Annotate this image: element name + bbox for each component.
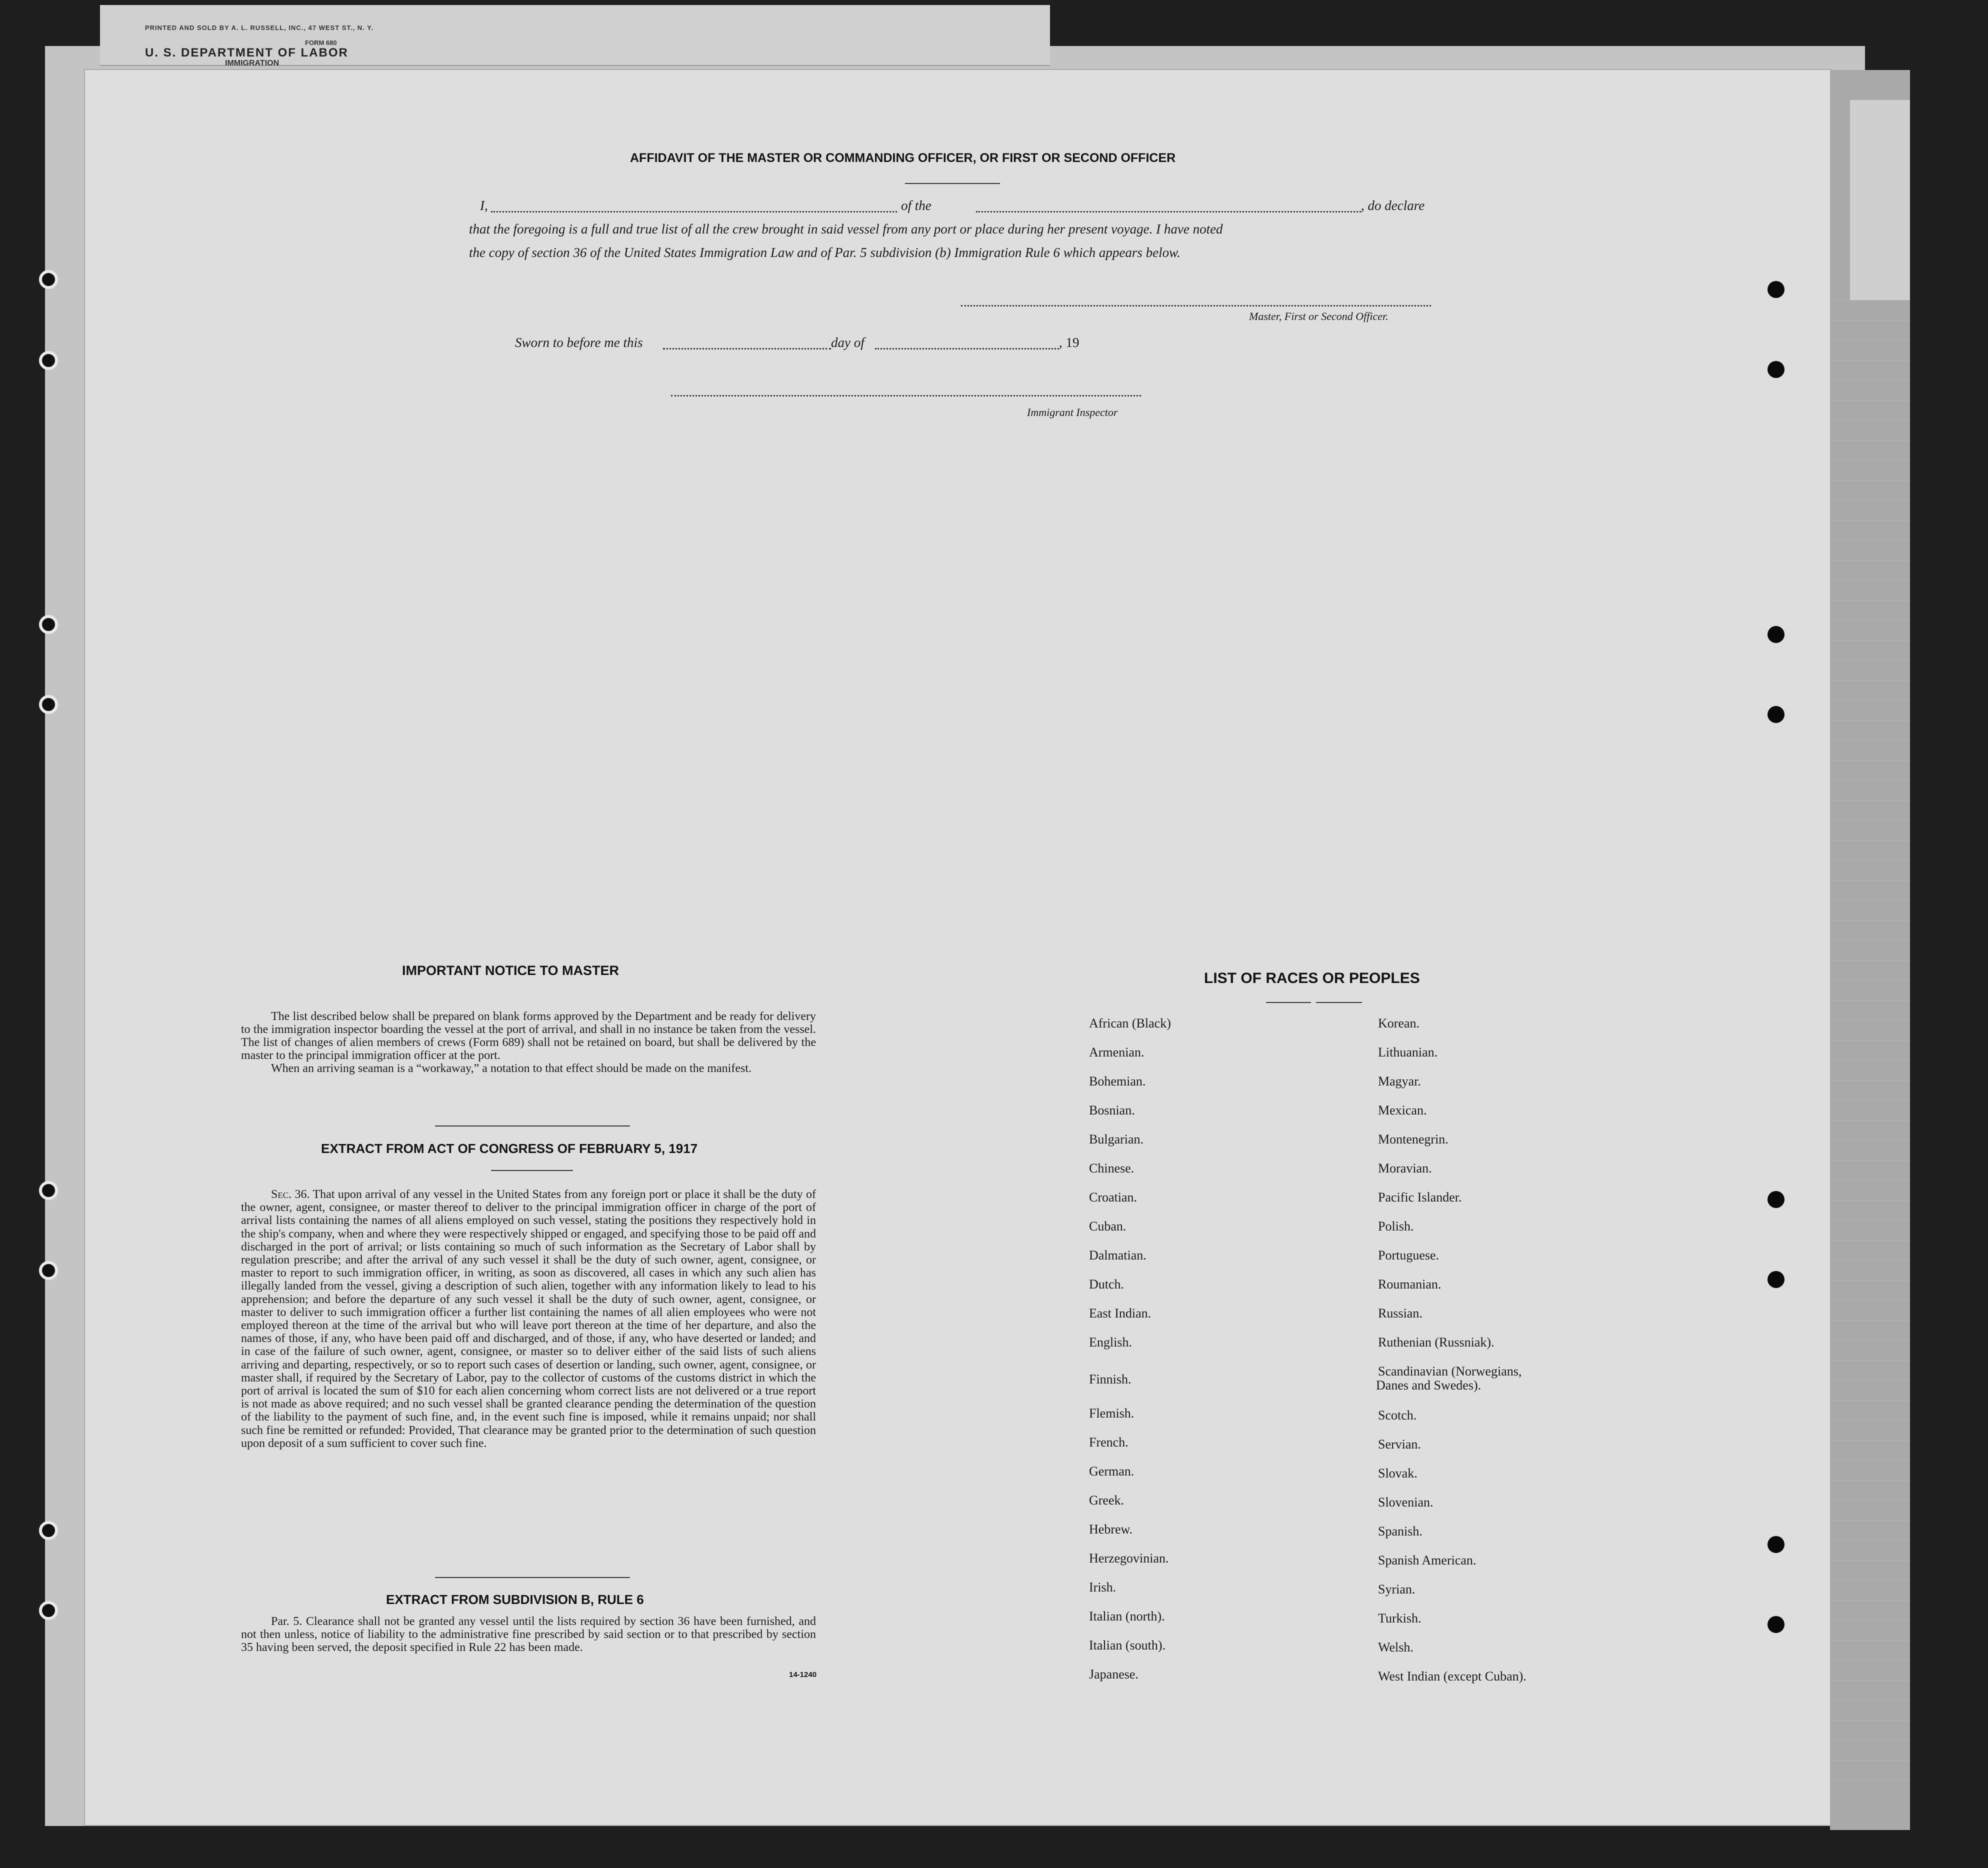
department-name: U. S. DEPARTMENT OF LABOR bbox=[145, 46, 348, 60]
race-item: German. bbox=[1089, 1464, 1134, 1478]
race-item: Pacific Islander. bbox=[1378, 1190, 1462, 1204]
sworn-day-blank bbox=[663, 341, 831, 350]
race-item: Russian. bbox=[1378, 1306, 1422, 1320]
race-item: Scandinavian (Norwegians, bbox=[1378, 1364, 1522, 1378]
race-item: Montenegrin. bbox=[1378, 1132, 1448, 1146]
binder-rivet bbox=[1768, 626, 1784, 643]
punch-hole bbox=[39, 1521, 58, 1540]
race-item: West Indian (except Cuban). bbox=[1378, 1669, 1526, 1684]
name-blank bbox=[491, 203, 897, 212]
extract-rule-text: Par. 5. Clearance shall not be granted any vessel until the lists required by section 36 have been furnished, and not then unless, notice of liability to the administrative fine prescribed by said section or to that prescribed by section 35 having been served, the deposit specified in Rule 22 has been made. bbox=[241, 1615, 816, 1654]
race-item: Dutch. bbox=[1089, 1277, 1124, 1292]
master-signature-line bbox=[961, 300, 1431, 306]
punch-hole bbox=[39, 270, 58, 289]
extract-rule-title: EXTRACT FROM SUBDIVISION B, RULE 6 bbox=[386, 1592, 644, 1607]
race-item: Portuguese. bbox=[1378, 1248, 1440, 1262]
ledger-lines bbox=[1820, 300, 1910, 1800]
year-label: , 19 bbox=[1059, 335, 1080, 350]
race-item: Slovenian. bbox=[1378, 1495, 1434, 1510]
race-item: Chinese. bbox=[1089, 1161, 1134, 1176]
binder-rivet bbox=[1768, 1271, 1784, 1288]
race-item: Syrian. bbox=[1378, 1582, 1416, 1596]
race-item: Scotch. bbox=[1378, 1408, 1417, 1422]
race-item: Dalmatian. bbox=[1089, 1248, 1146, 1262]
notice-title: IMPORTANT NOTICE TO MASTER bbox=[402, 963, 619, 978]
race-item: Slovak. bbox=[1378, 1466, 1418, 1480]
race-item: English. bbox=[1089, 1335, 1132, 1350]
race-item: Korean. bbox=[1378, 1016, 1420, 1030]
race-item: Polish. bbox=[1378, 1219, 1414, 1234]
affidavit-of-the-label: of the bbox=[901, 198, 932, 213]
binder-rivet bbox=[1768, 1616, 1784, 1633]
race-item: Finnish. bbox=[1089, 1372, 1132, 1386]
races-title: LIST OF RACES OR PEOPLES bbox=[1204, 970, 1420, 986]
punch-hole bbox=[39, 695, 58, 714]
race-item: Magyar. bbox=[1378, 1074, 1421, 1088]
race-item: Italian (south). bbox=[1089, 1638, 1166, 1652]
section-label: Sec. 36. bbox=[271, 1188, 310, 1201]
race-item: Italian (north). bbox=[1089, 1609, 1165, 1624]
punch-hole bbox=[39, 351, 58, 370]
sworn-label: Sworn to before me this bbox=[515, 335, 643, 350]
race-item: Spanish. bbox=[1378, 1524, 1422, 1538]
service-name: IMMIGRATION bbox=[225, 59, 280, 68]
race-item: African (Black) bbox=[1089, 1016, 1171, 1030]
master-signature-label: Master, First or Second Officer. bbox=[1249, 310, 1388, 322]
affidavit-i-label: I, bbox=[480, 198, 488, 213]
form-header-slip bbox=[100, 5, 1050, 66]
race-item: Spanish American. bbox=[1378, 1553, 1476, 1568]
race-item: Herzegovinian. bbox=[1089, 1551, 1169, 1566]
race-item: Moravian. bbox=[1378, 1161, 1432, 1176]
title-rule bbox=[905, 183, 1000, 184]
day-of-label: day of bbox=[831, 335, 864, 350]
notice-paragraph-1: The list described below shall be prepared on blank forms approved by the Department and be ready for delivery to the immigration inspector boarding the vessel at the port of arrival, and shall in no instance be taken from the vessel. The list of changes of alien members of crews (Form 689) shall not be retained on board, but shall be delivered by the master to the principal immigration officer at the port. bbox=[241, 1010, 816, 1062]
section-36-text: That upon arrival of any vessel in the United States from any foreign port or place it shall be the duty of the owner, agent, consignee, or master thereof to deliver to the principal immigration officer in charge of the port of arrival lists containing the names of all aliens employed on such vessel, stating the positions they respectively hold in the ship's company, when and where they were respectively shipped or engaged, and specifying those to be paid off and discharged in the port of arrival; or lists containing so much of such information as the Secretary of Labor shall by regulation prescribe; and after the arrival of any such vessel it shall be the duty of such owner, agent, consignee, or master to report to such immigration officer, in writing, as soon as discovered, all cases in which any such alien has illegally landed from the vessel, giving a description of such alien, together with any information likely to lead to his apprehension; and before the departure of any such vessel it shall be the duty of such owner, agent, consignee, or master to deliver to such immigration officer a further list containing the names of all alien employees who were not employed thereon at the time of the arrival but who will leave port thereon at the time of her departure, and also the names of those, if any, who have been paid off and discharged, and of those, if any, who have deserted or landed; and in case of the failure of such owner, agent, consignee, or master so to deliver either of the said lists of such aliens arriving and departing, respectively, or so to report such cases of desertion or landing, such owner, agent, consignee, or master shall, if required by the Secretary of Labor, pay to the collector of customs of the customs district in which the port of arrival is located the sum of $10 for each alien concerning whom correct lists are not delivered or a true report is not made as above required; and no such vessel shall be granted clearance pending the determination of the question of the liability to the payment of such fine, and, in the event such fine is imposed, while it remains unpaid; nor shall such fine be remitted or refunded: Provided, That clearance may be granted prior to the determination of such question upon deposit of a sum sufficient to cover such fine. bbox=[241, 1188, 816, 1450]
extract-act-text bbox=[241, 1188, 816, 1450]
binder-rivet bbox=[1768, 281, 1784, 298]
race-item: Welsh. bbox=[1378, 1640, 1414, 1654]
back-sheet-tab bbox=[1850, 100, 1910, 300]
race-item: Roumanian. bbox=[1378, 1277, 1442, 1292]
affidavit-declare-label: , do declare bbox=[1361, 198, 1425, 213]
race-item: Greek. bbox=[1089, 1493, 1124, 1508]
race-item: Croatian. bbox=[1089, 1190, 1138, 1204]
race-item: Bohemian. bbox=[1089, 1074, 1146, 1088]
race-item: French. bbox=[1089, 1435, 1128, 1450]
punch-hole bbox=[39, 1181, 58, 1200]
races-rule bbox=[1266, 1002, 1311, 1003]
race-item: Bosnian. bbox=[1089, 1103, 1135, 1118]
race-item: Flemish. bbox=[1089, 1406, 1134, 1420]
section-rule bbox=[491, 1170, 573, 1171]
binder-rivet bbox=[1768, 706, 1784, 723]
race-item: Lithuanian. bbox=[1378, 1045, 1438, 1060]
race-item: Armenian. bbox=[1089, 1045, 1144, 1060]
race-item: Cuban. bbox=[1089, 1219, 1126, 1234]
section-rule bbox=[435, 1577, 630, 1578]
punch-hole bbox=[39, 1261, 58, 1280]
race-item: Hebrew. bbox=[1089, 1522, 1133, 1536]
races-rule bbox=[1316, 1002, 1362, 1003]
binder-rivet bbox=[1768, 361, 1784, 378]
race-item: Mexican. bbox=[1378, 1103, 1427, 1118]
affidavit-line-1: that the foregoing is a full and true list of all the crew brought in said vessel from any port or place during her present voyage. I have noted bbox=[469, 222, 1223, 236]
extract-act-title: EXTRACT FROM ACT OF CONGRESS OF FEBRUARY 5, 1917 bbox=[321, 1141, 698, 1156]
binder-rivet bbox=[1768, 1536, 1784, 1553]
printer-line: PRINTED AND SOLD BY A. L. RUSSELL, INC., 47 WEST ST., N. Y. bbox=[145, 24, 374, 32]
inspector-signature-line bbox=[671, 390, 1141, 396]
notice-paragraph-2: When an arriving seaman is a “workaway,” a notation to that effect should be made on the manifest. bbox=[271, 1062, 752, 1075]
vessel-blank bbox=[976, 203, 1361, 212]
race-item: Servian. bbox=[1378, 1437, 1421, 1452]
form-number: FORM 680 bbox=[305, 39, 337, 46]
sworn-month-blank bbox=[875, 341, 1059, 350]
race-item: Turkish. bbox=[1378, 1611, 1422, 1626]
race-item: Japanese. bbox=[1089, 1667, 1138, 1682]
race-item: Danes and Swedes). bbox=[1376, 1378, 1482, 1392]
punch-hole bbox=[39, 1601, 58, 1620]
affidavit-title: AFFIDAVIT OF THE MASTER OR COMMANDING OFFICER, OR FIRST OR SECOND OFFICER bbox=[630, 151, 1176, 165]
binder-rivet bbox=[1768, 1191, 1784, 1208]
inspector-signature-label: Immigrant Inspector bbox=[1027, 406, 1118, 418]
form-code: 14-1240 bbox=[789, 1670, 817, 1679]
punch-hole bbox=[39, 615, 58, 634]
race-item: Bulgarian. bbox=[1089, 1132, 1144, 1146]
race-item: Ruthenian (Russniak). bbox=[1378, 1335, 1494, 1350]
race-item: Irish. bbox=[1089, 1580, 1116, 1594]
affidavit-line-2: the copy of section 36 of the United States Immigration Law and of Par. 5 subdivision (b) Immigration Rule 6 which appears below. bbox=[469, 245, 1180, 260]
document-page bbox=[85, 70, 1830, 1825]
race-item: East Indian. bbox=[1089, 1306, 1152, 1320]
